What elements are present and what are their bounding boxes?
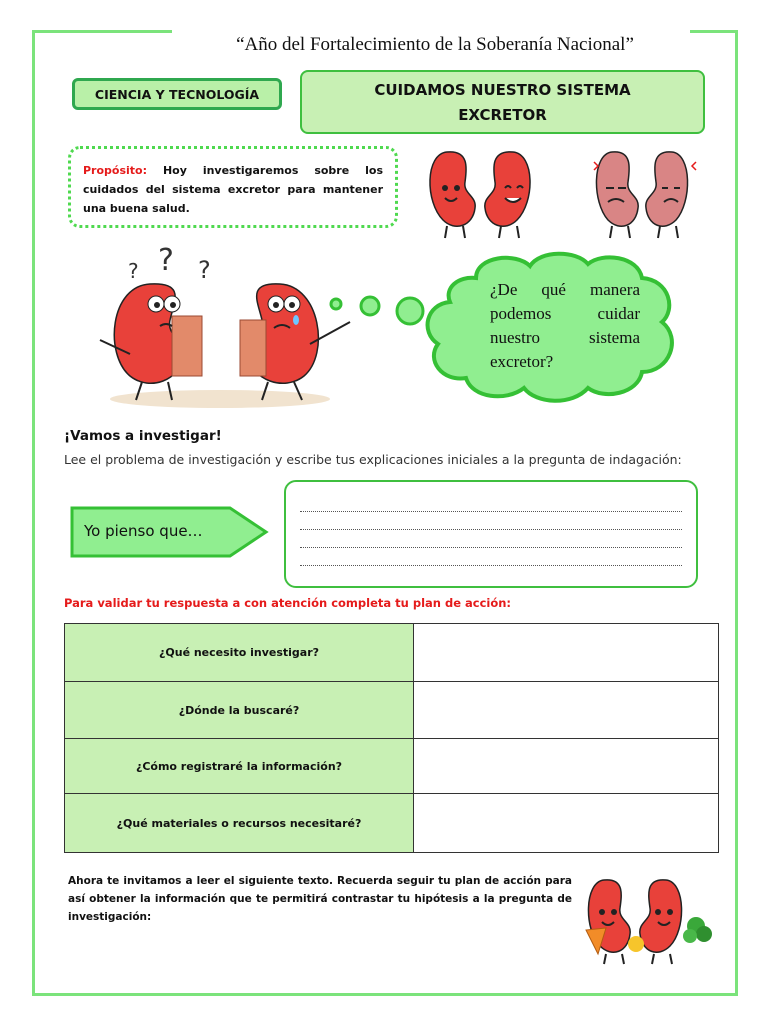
final-instruction: Ahora te invitamos a leer el siguiente texto. Recuerda seguir tu plan de acción para así obtener la información que te permitirá contrastar tu hipótesis a la pregunta de investigación: <box>68 875 572 923</box>
question-cloud-text: ¿De qué manera podemos cuidar nuestro sistema excretor? <box>490 280 640 371</box>
answer-line[interactable] <box>300 547 682 548</box>
page-frame-top-right <box>690 30 738 33</box>
sick-kidneys-icon <box>590 142 710 242</box>
plan-question-cell: ¿Dónde la buscaré? <box>65 682 414 739</box>
page-frame-bottom <box>32 993 738 996</box>
think-label: Yo pienso que… <box>84 522 203 540</box>
page-frame-top-left <box>32 30 172 33</box>
hypothesis-answer-box[interactable] <box>284 480 698 588</box>
plan-answer-cell[interactable] <box>414 794 719 853</box>
confused-kidneys-icon <box>80 244 365 414</box>
action-plan-table <box>64 623 719 853</box>
svg-text:?: ? <box>158 244 174 278</box>
page-frame-right <box>735 30 738 996</box>
happy-kidneys-icon <box>425 142 555 242</box>
answer-line[interactable] <box>300 529 682 530</box>
plan-question-cell: ¿Qué materiales o recursos necesitaré? <box>65 794 414 853</box>
page-title <box>300 70 705 134</box>
subject-label: CIENCIA Y TECNOLOGÍA <box>94 86 260 102</box>
table-row <box>65 682 719 739</box>
purpose-label: Propósito: <box>83 164 148 177</box>
table-row <box>65 739 719 794</box>
plan-question-cell: ¿Qué necesito investigar? <box>65 624 414 682</box>
header-motto: “Año del Fortalecimiento de la Soberanía Nacional” <box>236 34 634 55</box>
subject-badge <box>72 78 282 110</box>
purpose-box <box>68 146 398 228</box>
svg-text:?: ? <box>128 259 139 283</box>
plan-question-cell: ¿Cómo registraré la información? <box>65 739 414 794</box>
table-row <box>65 624 719 682</box>
title-line-2: EXCRETOR <box>458 106 547 124</box>
kidneys-with-vegetables-icon <box>582 874 714 966</box>
plan-answer-cell[interactable] <box>414 624 719 682</box>
plan-answer-cell[interactable] <box>414 739 719 794</box>
investigate-heading: ¡Vamos a investigar! <box>64 428 222 444</box>
investigate-instruction: Lee el problema de investigación y escribe tus explicaciones iniciales a la pregunta de indagación: <box>64 452 682 467</box>
validate-instruction: Para validar tu respuesta a con atención completa tu plan de acción: <box>64 596 512 610</box>
plan-answer-cell[interactable] <box>414 682 719 739</box>
svg-text:?: ? <box>198 256 211 284</box>
answer-line[interactable] <box>300 511 682 512</box>
page-frame-left <box>32 30 35 996</box>
answer-line[interactable] <box>300 565 682 566</box>
purpose-text: Hoy investigaremos sobre los cuidados del sistema excretor para mantener una buena salud. <box>83 164 383 215</box>
title-line-1: CUIDAMOS NUESTRO SISTEMA <box>374 81 631 99</box>
table-row <box>65 794 719 853</box>
